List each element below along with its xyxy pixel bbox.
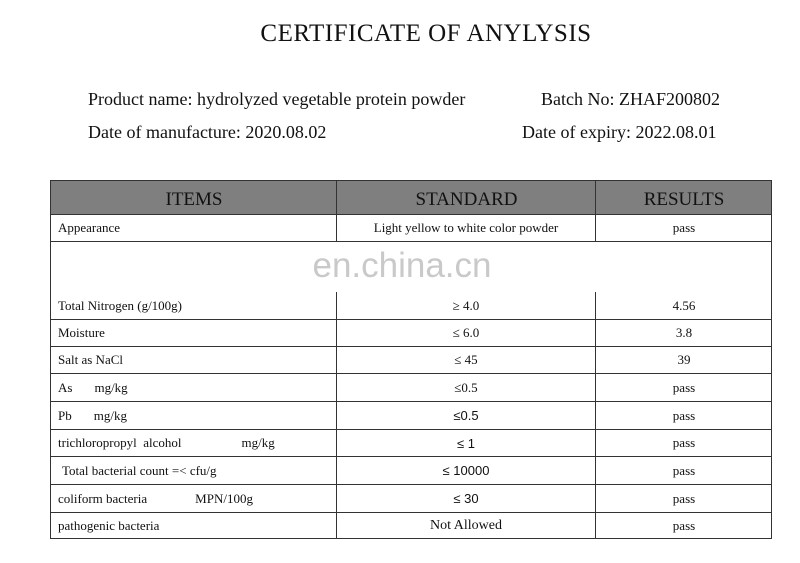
standard-cell: ≤ 10000 <box>442 463 490 478</box>
header-results: RESULTS <box>643 189 725 210</box>
result-cell: 4.56 <box>672 297 696 313</box>
item-cell: Total bacterial count =< cfu/g <box>62 462 217 478</box>
table-row <box>51 513 771 539</box>
item-cell: Salt as NaCl <box>58 352 123 367</box>
standard-cell: Light yellow to white color powder <box>373 220 559 235</box>
table-row <box>51 320 771 347</box>
table-row <box>51 402 771 430</box>
table-row <box>51 215 771 242</box>
result-cell: pass <box>672 379 696 395</box>
item-name: trichloropropyl alcohol <box>58 435 182 450</box>
table-header <box>51 181 771 215</box>
result-cell: pass <box>672 518 696 533</box>
batch-number: Batch No: ZHAF200802 <box>541 89 720 109</box>
table-row <box>51 457 771 485</box>
standard-cell: ≤0.5 <box>454 379 478 395</box>
result-cell: pass <box>672 407 696 423</box>
table-row <box>51 292 771 320</box>
item-unit: mg/kg <box>241 435 275 450</box>
item-cell <box>58 402 127 429</box>
item-cell: Total Nitrogen (g/100g) <box>58 297 183 313</box>
table-row <box>51 347 771 374</box>
table-row <box>51 374 771 402</box>
column-divider <box>595 181 596 242</box>
item-cell: pathogenic bacteria <box>58 518 160 533</box>
item-cell: Appearance <box>58 220 121 235</box>
standard-cell: Not Allowed <box>430 518 502 533</box>
result-cell: pass <box>672 435 696 450</box>
result-cell: 3.8 <box>675 325 693 340</box>
column-divider <box>595 292 596 538</box>
standard-cell: ≤ 6.0 <box>452 325 480 340</box>
item-unit: MPN/100g <box>195 490 253 506</box>
column-divider <box>336 181 337 242</box>
watermark-text: en.china.cn <box>312 246 492 285</box>
header-standard: STANDARD <box>415 189 518 210</box>
item-cell <box>58 430 275 456</box>
item-name: Pb <box>58 407 72 423</box>
standard-cell: ≥ 4.0 <box>452 297 480 313</box>
table-row <box>51 430 771 457</box>
result-cell: pass <box>672 490 696 506</box>
standard-cell: ≤ 1 <box>457 435 475 451</box>
item-unit: mg/kg <box>94 379 128 395</box>
standard-cell: ≤ 30 <box>453 491 479 506</box>
result-cell: pass <box>672 220 696 235</box>
item-cell: Moisture <box>58 325 105 340</box>
header-items: ITEMS <box>165 189 223 210</box>
item-cell <box>58 374 128 401</box>
date-of-expiry: Date of expiry: 2022.08.01 <box>522 122 717 142</box>
result-cell: pass <box>672 462 696 478</box>
item-cell <box>58 485 253 512</box>
certificate-title: CERTIFICATE OF ANYLYSIS <box>260 20 592 47</box>
column-divider <box>336 292 337 538</box>
item-unit: mg/kg <box>93 407 127 423</box>
result-cell: 39 <box>677 352 691 367</box>
table-row <box>51 485 771 513</box>
date-of-manufacture: Date of manufacture: 2020.08.02 <box>88 122 327 142</box>
product-name: Product name: hydrolyzed vegetable protein powder <box>88 89 466 109</box>
item-name: coliform bacteria <box>58 490 148 506</box>
analysis-table <box>50 180 772 539</box>
item-name: As <box>58 379 73 395</box>
standard-cell: ≤ 45 <box>454 352 478 367</box>
standard-cell: ≤0.5 <box>453 408 479 423</box>
